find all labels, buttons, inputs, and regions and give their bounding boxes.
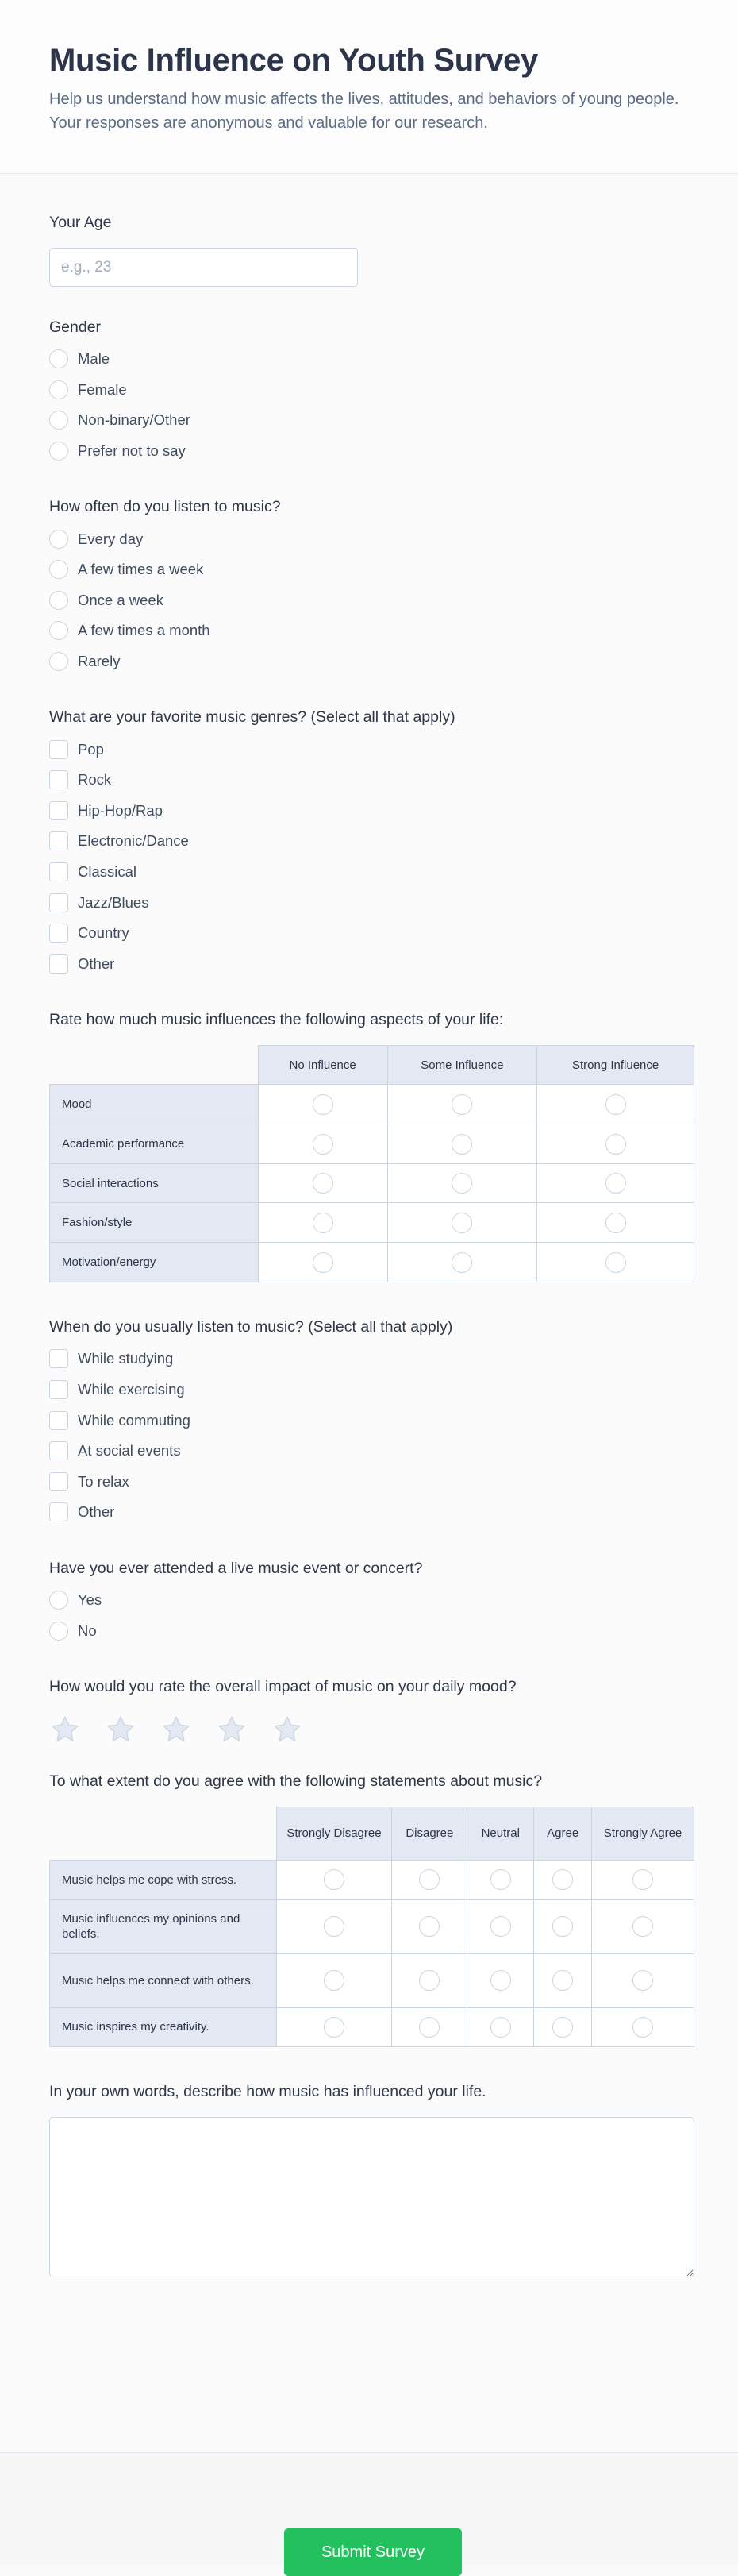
radio-button[interactable] — [324, 1916, 344, 1937]
gender-label: Gender — [49, 318, 102, 336]
matrix-row — [50, 1243, 694, 1282]
radio-button[interactable] — [490, 2017, 511, 2038]
matrix-cell — [387, 1085, 537, 1124]
radio-button[interactable] — [324, 1970, 344, 1991]
matrix-cell — [387, 1164, 537, 1203]
checkbox[interactable] — [49, 924, 68, 943]
live-label: Have you ever attended a live music event or concert? — [49, 1559, 423, 1577]
option-label: No — [78, 1622, 97, 1639]
radio-button[interactable] — [632, 1869, 653, 1890]
matrix-cell — [276, 2007, 392, 2046]
matrix-column-header: Strongly Disagree — [276, 1807, 392, 1860]
mood-rating-label: How would you rate the overall impact of music on your daily mood? — [49, 1677, 517, 1695]
option-label: Classical — [78, 863, 137, 881]
frequency-option[interactable] — [49, 554, 689, 585]
matrix-cell — [534, 2007, 592, 2046]
matrix-row — [50, 1085, 694, 1124]
checkbox[interactable] — [49, 1472, 68, 1491]
radio-button[interactable] — [632, 1916, 653, 1937]
star-icon[interactable] — [160, 1714, 192, 1745]
star-icon[interactable] — [49, 1714, 81, 1745]
radio-button[interactable] — [419, 1970, 440, 1991]
radio-button[interactable] — [605, 1252, 626, 1273]
radio-button[interactable] — [49, 411, 68, 430]
radio-button[interactable] — [49, 442, 68, 461]
matrix-cell — [467, 1860, 534, 1899]
option-label: Every day — [78, 530, 144, 547]
matrix-row-label: Mood — [50, 1085, 259, 1124]
footer — [0, 2452, 738, 2566]
live-option[interactable] — [49, 1615, 689, 1646]
checkbox[interactable] — [49, 1441, 68, 1460]
matrix-column-header: Strong Influence — [537, 1046, 694, 1085]
radio-button[interactable] — [49, 380, 68, 399]
page-description: Help us understand how music affects the lives, attitudes, and behaviors of young people. Your responses are anonymous and valuable for our research. — [49, 91, 679, 132]
matrix-cell — [467, 1899, 534, 1953]
option-label: Yes — [78, 1591, 102, 1608]
matrix-cell — [258, 1085, 387, 1124]
radio-button[interactable] — [324, 1869, 344, 1890]
matrix-column-header: Some Influence — [387, 1046, 537, 1085]
option-label: At social events — [78, 1442, 181, 1460]
genre-option[interactable] — [49, 887, 689, 918]
matrix-row-label: Social interactions — [50, 1164, 259, 1203]
matrix-row-label: Music influences my opinions and beliefs. — [50, 1899, 277, 1953]
radio-button[interactable] — [49, 530, 68, 549]
matrix-cell — [534, 1953, 592, 2007]
genres-options — [49, 734, 689, 979]
when-options — [49, 1344, 689, 1528]
frequency-option[interactable] — [49, 646, 689, 677]
option-label: Prefer not to say — [78, 442, 186, 460]
matrix-row — [50, 1164, 694, 1203]
when-option[interactable] — [49, 1344, 689, 1375]
matrix-row-label: Fashion/style — [50, 1203, 259, 1243]
radio-button[interactable] — [313, 1134, 333, 1155]
matrix-column-header: Neutral — [467, 1807, 534, 1860]
radio-button[interactable] — [324, 2017, 344, 2038]
option-label: While studying — [78, 1350, 174, 1367]
radio-button[interactable] — [490, 1970, 511, 1991]
checkbox[interactable] — [49, 1502, 68, 1521]
matrix-column-header: Strongly Agree — [592, 1807, 694, 1860]
gender-option[interactable] — [49, 436, 689, 467]
matrix-cell — [258, 1243, 387, 1282]
when-option[interactable] — [49, 1436, 689, 1467]
frequency-option[interactable] — [49, 585, 689, 616]
radio-button[interactable] — [419, 2017, 440, 2038]
checkbox[interactable] — [49, 893, 68, 912]
option-label: Hip-Hop/Rap — [78, 801, 163, 819]
matrix-cell — [537, 1243, 694, 1282]
matrix-cell — [392, 1860, 467, 1899]
star-icon[interactable] — [216, 1714, 248, 1745]
matrix-cell — [387, 1203, 537, 1243]
option-label: Rarely — [78, 653, 121, 670]
matrix-cell — [276, 1953, 392, 2007]
option-label: Male — [78, 350, 110, 368]
option-label: Non-binary/Other — [78, 411, 190, 429]
option-label: To relax — [78, 1472, 129, 1490]
radio-button[interactable] — [452, 1173, 472, 1194]
gender-options — [49, 344, 689, 466]
matrix-cell — [392, 2007, 467, 2046]
matrix-cell — [592, 1953, 694, 2007]
matrix-corner — [50, 1046, 259, 1085]
matrix-cell — [592, 1860, 694, 1899]
matrix-cell — [537, 1203, 694, 1243]
matrix-cell — [392, 1899, 467, 1953]
frequency-label: How often do you listen to music? — [49, 498, 281, 516]
live-options — [49, 1585, 689, 1646]
star-rating — [49, 1714, 689, 1745]
radio-button[interactable] — [605, 1173, 626, 1194]
option-label: A few times a week — [78, 561, 204, 578]
matrix-cell — [537, 1164, 694, 1203]
matrix-row-label: Motivation/energy — [50, 1243, 259, 1282]
survey-header — [0, 0, 738, 174]
when-option[interactable] — [49, 1466, 689, 1497]
option-label: Rock — [78, 771, 112, 789]
checkbox[interactable] — [49, 862, 68, 881]
gender-option[interactable] — [49, 405, 689, 436]
radio-button[interactable] — [313, 1173, 333, 1194]
matrix-cell — [537, 1124, 694, 1164]
influence-matrix — [49, 1045, 694, 1282]
star-icon[interactable] — [271, 1714, 303, 1745]
frequency-options — [49, 523, 689, 677]
matrix-row-label: Academic performance — [50, 1124, 259, 1164]
when-option[interactable] — [49, 1497, 689, 1528]
radio-button[interactable] — [632, 2017, 653, 2038]
matrix-cell — [534, 1899, 592, 1953]
matrix-cell — [258, 1164, 387, 1203]
radio-button[interactable] — [419, 1916, 440, 1937]
radio-button[interactable] — [632, 1970, 653, 1991]
matrix-row-label: Music helps me connect with others. — [50, 1953, 277, 2007]
checkbox[interactable] — [49, 740, 68, 759]
option-label: Other — [78, 1503, 115, 1521]
matrix-corner — [50, 1807, 277, 1860]
radio-button[interactable] — [49, 621, 68, 640]
genre-option[interactable] — [49, 734, 689, 765]
radio-button[interactable] — [313, 1094, 333, 1115]
matrix-cell — [467, 2007, 534, 2046]
when-option[interactable] — [49, 1405, 689, 1436]
live-option[interactable] — [49, 1585, 689, 1616]
option-label: Other — [78, 954, 115, 972]
when-option[interactable] — [49, 1375, 689, 1406]
matrix-row — [50, 1953, 694, 2007]
checkbox[interactable] — [49, 770, 68, 789]
matrix-cell — [276, 1860, 392, 1899]
matrix-column-header: Disagree — [392, 1807, 467, 1860]
star-icon[interactable] — [105, 1714, 136, 1745]
agreement-matrix — [49, 1807, 694, 2047]
gender-option[interactable] — [49, 375, 689, 406]
checkbox[interactable] — [49, 1411, 68, 1430]
genre-option[interactable] — [49, 949, 689, 980]
matrix-cell — [387, 1124, 537, 1164]
matrix-cell — [467, 1953, 534, 2007]
option-label: Electronic/Dance — [78, 832, 189, 850]
radio-button[interactable] — [49, 591, 68, 610]
influence-label: Rate how much music influences the following aspects of your life: — [49, 1011, 504, 1029]
matrix-row-label: Music helps me cope with stress. — [50, 1860, 277, 1899]
genre-option[interactable] — [49, 918, 689, 949]
radio-button[interactable] — [552, 1916, 573, 1937]
matrix-cell — [258, 1124, 387, 1164]
submit-button[interactable]: Submit Survey — [284, 2528, 462, 2576]
checkbox[interactable] — [49, 1380, 68, 1399]
radio-button[interactable] — [452, 1094, 472, 1115]
radio-button[interactable] — [313, 1213, 333, 1233]
gender-option[interactable] — [49, 344, 689, 375]
radio-button[interactable] — [313, 1252, 333, 1273]
checkbox[interactable] — [49, 1349, 68, 1368]
genres-label: What are your favorite music genres? (Select all that apply) — [49, 708, 455, 727]
option-label: While commuting — [78, 1411, 190, 1429]
genre-option[interactable] — [49, 857, 689, 888]
agreement-label: To what extent do you agree with the following statements about music? — [49, 1772, 543, 1790]
radio-button[interactable] — [452, 1213, 472, 1233]
matrix-cell — [592, 1899, 694, 1953]
option-label: Country — [78, 924, 129, 942]
frequency-option[interactable] — [49, 615, 689, 646]
radio-button[interactable] — [605, 1134, 626, 1155]
option-label: Jazz/Blues — [78, 893, 149, 911]
radio-button[interactable] — [49, 349, 68, 368]
radio-button[interactable] — [452, 1252, 472, 1273]
radio-button[interactable] — [49, 1591, 68, 1610]
matrix-cell — [592, 2007, 694, 2046]
option-label: Once a week — [78, 591, 163, 608]
matrix-row — [50, 1860, 694, 1899]
matrix-cell — [258, 1203, 387, 1243]
radio-button[interactable] — [552, 1869, 573, 1890]
survey-form — [0, 214, 738, 2281]
matrix-row — [50, 1124, 694, 1164]
matrix-cell — [276, 1899, 392, 1953]
matrix-cell — [537, 1085, 694, 1124]
radio-button[interactable] — [452, 1134, 472, 1155]
age-input[interactable] — [49, 248, 358, 287]
matrix-column-header: No Influence — [258, 1046, 387, 1085]
matrix-row-label: Music inspires my creativity. — [50, 2007, 277, 2046]
frequency-option[interactable] — [49, 523, 689, 554]
matrix-cell — [534, 1860, 592, 1899]
matrix-cell — [387, 1243, 537, 1282]
radio-button[interactable] — [552, 1970, 573, 1991]
radio-button[interactable] — [605, 1213, 626, 1233]
genre-option[interactable] — [49, 796, 689, 827]
radio-button[interactable] — [490, 1869, 511, 1890]
open-response-textarea[interactable] — [49, 2117, 694, 2277]
radio-button[interactable] — [490, 1916, 511, 1937]
option-label: Pop — [78, 740, 104, 758]
matrix-cell — [392, 1953, 467, 2007]
matrix-row — [50, 1203, 694, 1243]
genre-option[interactable] — [49, 765, 689, 796]
radio-button[interactable] — [49, 652, 68, 671]
radio-button[interactable] — [49, 560, 68, 579]
checkbox[interactable] — [49, 801, 68, 820]
page-title: Music Influence on Youth Survey — [49, 43, 538, 78]
radio-button[interactable] — [605, 1094, 626, 1115]
when-label: When do you usually listen to music? (Select all that apply) — [49, 1318, 453, 1336]
radio-button[interactable] — [419, 1869, 440, 1890]
radio-button[interactable] — [552, 2017, 573, 2038]
matrix-column-header: Agree — [534, 1807, 592, 1860]
open-response-label: In your own words, describe how music has influenced your life. — [49, 2082, 486, 2100]
option-label: While exercising — [78, 1380, 185, 1398]
checkbox[interactable] — [49, 954, 68, 974]
matrix-row — [50, 2007, 694, 2046]
checkbox[interactable] — [49, 831, 68, 850]
option-label: A few times a month — [78, 622, 210, 639]
genre-option[interactable] — [49, 826, 689, 857]
age-label: Your Age — [49, 214, 112, 231]
radio-button[interactable] — [49, 1622, 68, 1641]
option-label: Female — [78, 380, 127, 398]
matrix-row — [50, 1899, 694, 1953]
